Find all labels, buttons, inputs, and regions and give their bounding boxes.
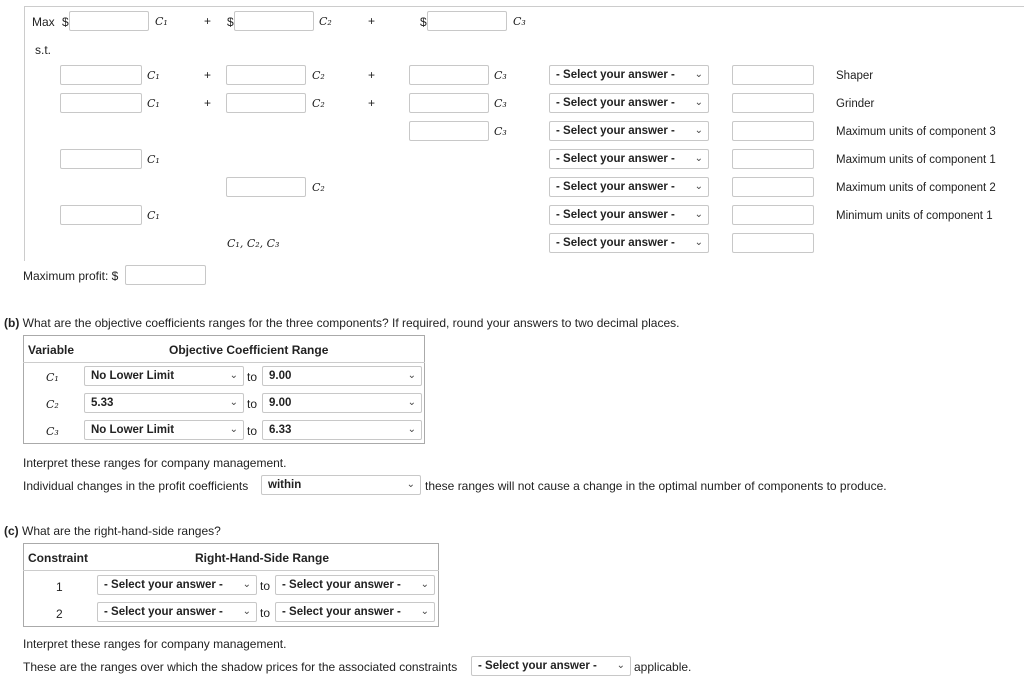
chevron-down-icon: ⌄ <box>242 606 251 617</box>
var-c3: C₃ <box>494 125 507 138</box>
part-c-interpret: Interpret these ranges for company management. <box>23 637 287 651</box>
within-outside-select[interactable] <box>261 475 421 495</box>
part-c-text: What are the right-hand-side ranges? <box>18 524 221 538</box>
currency-symbol: $ <box>62 15 69 29</box>
constraint5-sign-select[interactable] <box>549 177 709 197</box>
chevron-down-icon: ⌄ <box>229 397 238 408</box>
row-variable: C₁ <box>46 371 59 384</box>
constraint4-coef-c1[interactable] <box>60 149 142 169</box>
c2-lower-select[interactable] <box>84 393 244 413</box>
constraint2-rhs-input[interactable] <box>732 93 814 113</box>
c1-upper-select[interactable] <box>262 366 422 386</box>
constraint1-rhs-input[interactable] <box>732 65 814 85</box>
select-value: - Select your answer - <box>282 579 401 591</box>
constraint1-lower-select[interactable] <box>97 575 257 595</box>
select-label: - Select your answer - <box>556 97 675 109</box>
to-label: to <box>247 397 258 411</box>
select-value: - Select your answer - <box>478 660 597 672</box>
c1-lower-select[interactable] <box>84 366 244 386</box>
constraint2-coef-c1[interactable] <box>60 93 142 113</box>
var-c1: C₁ <box>147 153 160 166</box>
nonnegativity-sign-select[interactable] <box>549 233 709 253</box>
constraint1-coef-c1[interactable] <box>60 65 142 85</box>
select-label: - Select your answer - <box>556 237 675 249</box>
select-value: 9.00 <box>269 397 292 409</box>
constraint1-coef-c3[interactable] <box>409 65 489 85</box>
constraint6-sign-select[interactable] <box>549 205 709 225</box>
select-label: - Select your answer - <box>556 181 675 193</box>
select-value: - Select your answer - <box>282 606 401 618</box>
chevron-down-icon: ⌄ <box>406 479 415 490</box>
chevron-down-icon: ⌄ <box>229 370 238 381</box>
constraint6-rhs-input[interactable] <box>732 205 814 225</box>
constraint3-coef-c3[interactable] <box>409 121 489 141</box>
nonnegativity-vars: C₁, C₂, C₃ <box>227 237 280 250</box>
select-label: - Select your answer - <box>556 125 675 137</box>
constraint5-label: Maximum units of component 2 <box>836 182 996 194</box>
part-b-text: What are the objective coefficients ranges for the three components? If required, round your answers to two decimal places. <box>19 316 680 330</box>
var-c3: C₃ <box>513 15 526 28</box>
part-c-sentence-suffix: applicable. <box>634 660 692 674</box>
row-variable: C₃ <box>46 425 59 438</box>
part-b-sentence-prefix: Individual changes in the profit coefficients <box>23 479 249 493</box>
chevron-down-icon: ⌄ <box>616 660 625 671</box>
to-label: to <box>260 606 271 620</box>
constraint2-upper-select[interactable] <box>275 602 435 622</box>
constraint1-upper-select[interactable] <box>275 575 435 595</box>
var-c1: C₁ <box>147 69 160 82</box>
var-c2: C₂ <box>312 69 325 82</box>
constraint4-sign-select[interactable] <box>549 149 709 169</box>
chevron-down-icon: ⌄ <box>242 579 251 590</box>
part-c-question <box>4 524 221 538</box>
plus-sign: + <box>204 14 212 28</box>
c3-lower-select[interactable] <box>84 420 244 440</box>
row-variable: C₂ <box>46 398 59 411</box>
part-b-prefix: (b) <box>4 316 20 330</box>
currency-symbol: $ <box>420 15 427 29</box>
constraint1-label: Shaper <box>836 70 874 82</box>
chevron-down-icon: ⌄ <box>694 125 703 136</box>
constraint2-sign-select[interactable] <box>549 93 709 113</box>
chevron-down-icon: ⌄ <box>407 370 416 381</box>
part-b-question <box>4 316 679 330</box>
subject-to-label: s.t. <box>35 43 52 57</box>
max-profit-label: Maximum profit: $ <box>23 269 119 283</box>
col-variable-header: Variable <box>28 343 75 357</box>
chevron-down-icon: ⌄ <box>694 97 703 108</box>
var-c2: C₂ <box>319 15 332 28</box>
max-label: Max <box>32 15 55 29</box>
objective-coef-c3[interactable] <box>427 11 507 31</box>
var-c1: C₁ <box>147 209 160 222</box>
var-c3: C₃ <box>494 69 507 82</box>
part-b-interpret: Interpret these ranges for company management. <box>23 456 287 470</box>
constraint5-coef-c2[interactable] <box>226 177 306 197</box>
constraint3-label: Maximum units of component 3 <box>836 126 996 138</box>
to-label: to <box>260 579 271 593</box>
var-c2: C₂ <box>312 97 325 110</box>
plus-sign: + <box>368 68 376 82</box>
plus-sign: + <box>204 68 212 82</box>
chevron-down-icon: ⌄ <box>420 606 429 617</box>
constraint2-lower-select[interactable] <box>97 602 257 622</box>
select-value: No Lower Limit <box>91 424 175 436</box>
row-constraint-number: 2 <box>56 607 63 621</box>
col-objective-range-header: Objective Coefficient Range <box>169 343 329 357</box>
chevron-down-icon: ⌄ <box>694 69 703 80</box>
constraint4-label: Maximum units of component 1 <box>836 154 996 166</box>
objective-coef-c1[interactable] <box>69 11 149 31</box>
select-value: No Lower Limit <box>91 370 175 382</box>
chevron-down-icon: ⌄ <box>694 209 703 220</box>
currency-symbol: $ <box>227 15 234 29</box>
constraint6-label: Minimum units of component 1 <box>836 210 993 222</box>
select-value: 9.00 <box>269 370 292 382</box>
constraint2-coef-c3[interactable] <box>409 93 489 113</box>
shadow-price-applicability-select[interactable] <box>471 656 631 676</box>
chevron-down-icon: ⌄ <box>694 153 703 164</box>
to-label: to <box>247 370 258 384</box>
select-value: - Select your answer - <box>104 579 223 591</box>
constraint6-coef-c1[interactable] <box>60 205 142 225</box>
var-c1: C₁ <box>155 15 168 28</box>
plus-sign: + <box>204 96 212 110</box>
select-value: 6.33 <box>269 424 292 436</box>
max-profit-input[interactable] <box>125 265 206 285</box>
part-b-sentence-suffix: these ranges will not cause a change in the optimal number of components to produce. <box>425 479 887 493</box>
select-value: within <box>268 479 302 491</box>
var-c1: C₁ <box>147 97 160 110</box>
constraint5-rhs-input[interactable] <box>732 177 814 197</box>
objective-coef-c2[interactable] <box>234 11 314 31</box>
constraint3-sign-select[interactable] <box>549 121 709 141</box>
row-constraint-number: 1 <box>56 580 63 594</box>
part-c-sentence-prefix: These are the ranges over which the shadow prices for the associated constraints <box>23 660 458 674</box>
nonnegativity-rhs-input[interactable] <box>732 233 814 253</box>
col-rhs-range-header: Right-Hand-Side Range <box>195 551 329 565</box>
constraint2-label: Grinder <box>836 98 875 110</box>
to-label: to <box>247 424 258 438</box>
plus-sign: + <box>368 96 376 110</box>
plus-sign: + <box>368 14 376 28</box>
constraint1-sign-select[interactable] <box>549 65 709 85</box>
chevron-down-icon: ⌄ <box>229 424 238 435</box>
constraint3-rhs-input[interactable] <box>732 121 814 141</box>
select-label: - Select your answer - <box>556 69 675 81</box>
chevron-down-icon: ⌄ <box>694 181 703 192</box>
var-c2: C₂ <box>312 181 325 194</box>
chevron-down-icon: ⌄ <box>694 237 703 248</box>
select-label: - Select your answer - <box>556 209 675 221</box>
c3-upper-select[interactable] <box>262 420 422 440</box>
constraint1-coef-c2[interactable] <box>226 65 306 85</box>
chevron-down-icon: ⌄ <box>407 424 416 435</box>
constraint4-rhs-input[interactable] <box>732 149 814 169</box>
select-value: - Select your answer - <box>104 606 223 618</box>
table-header-divider <box>23 362 425 363</box>
c2-upper-select[interactable] <box>262 393 422 413</box>
col-constraint-header: Constraint <box>28 551 88 565</box>
select-value: 5.33 <box>91 397 114 409</box>
table-header-divider <box>23 570 439 571</box>
var-c3: C₃ <box>494 97 507 110</box>
chevron-down-icon: ⌄ <box>420 579 429 590</box>
part-c-prefix: (c) <box>4 524 19 538</box>
constraint2-coef-c2[interactable] <box>226 93 306 113</box>
chevron-down-icon: ⌄ <box>407 397 416 408</box>
select-label: - Select your answer - <box>556 153 675 165</box>
